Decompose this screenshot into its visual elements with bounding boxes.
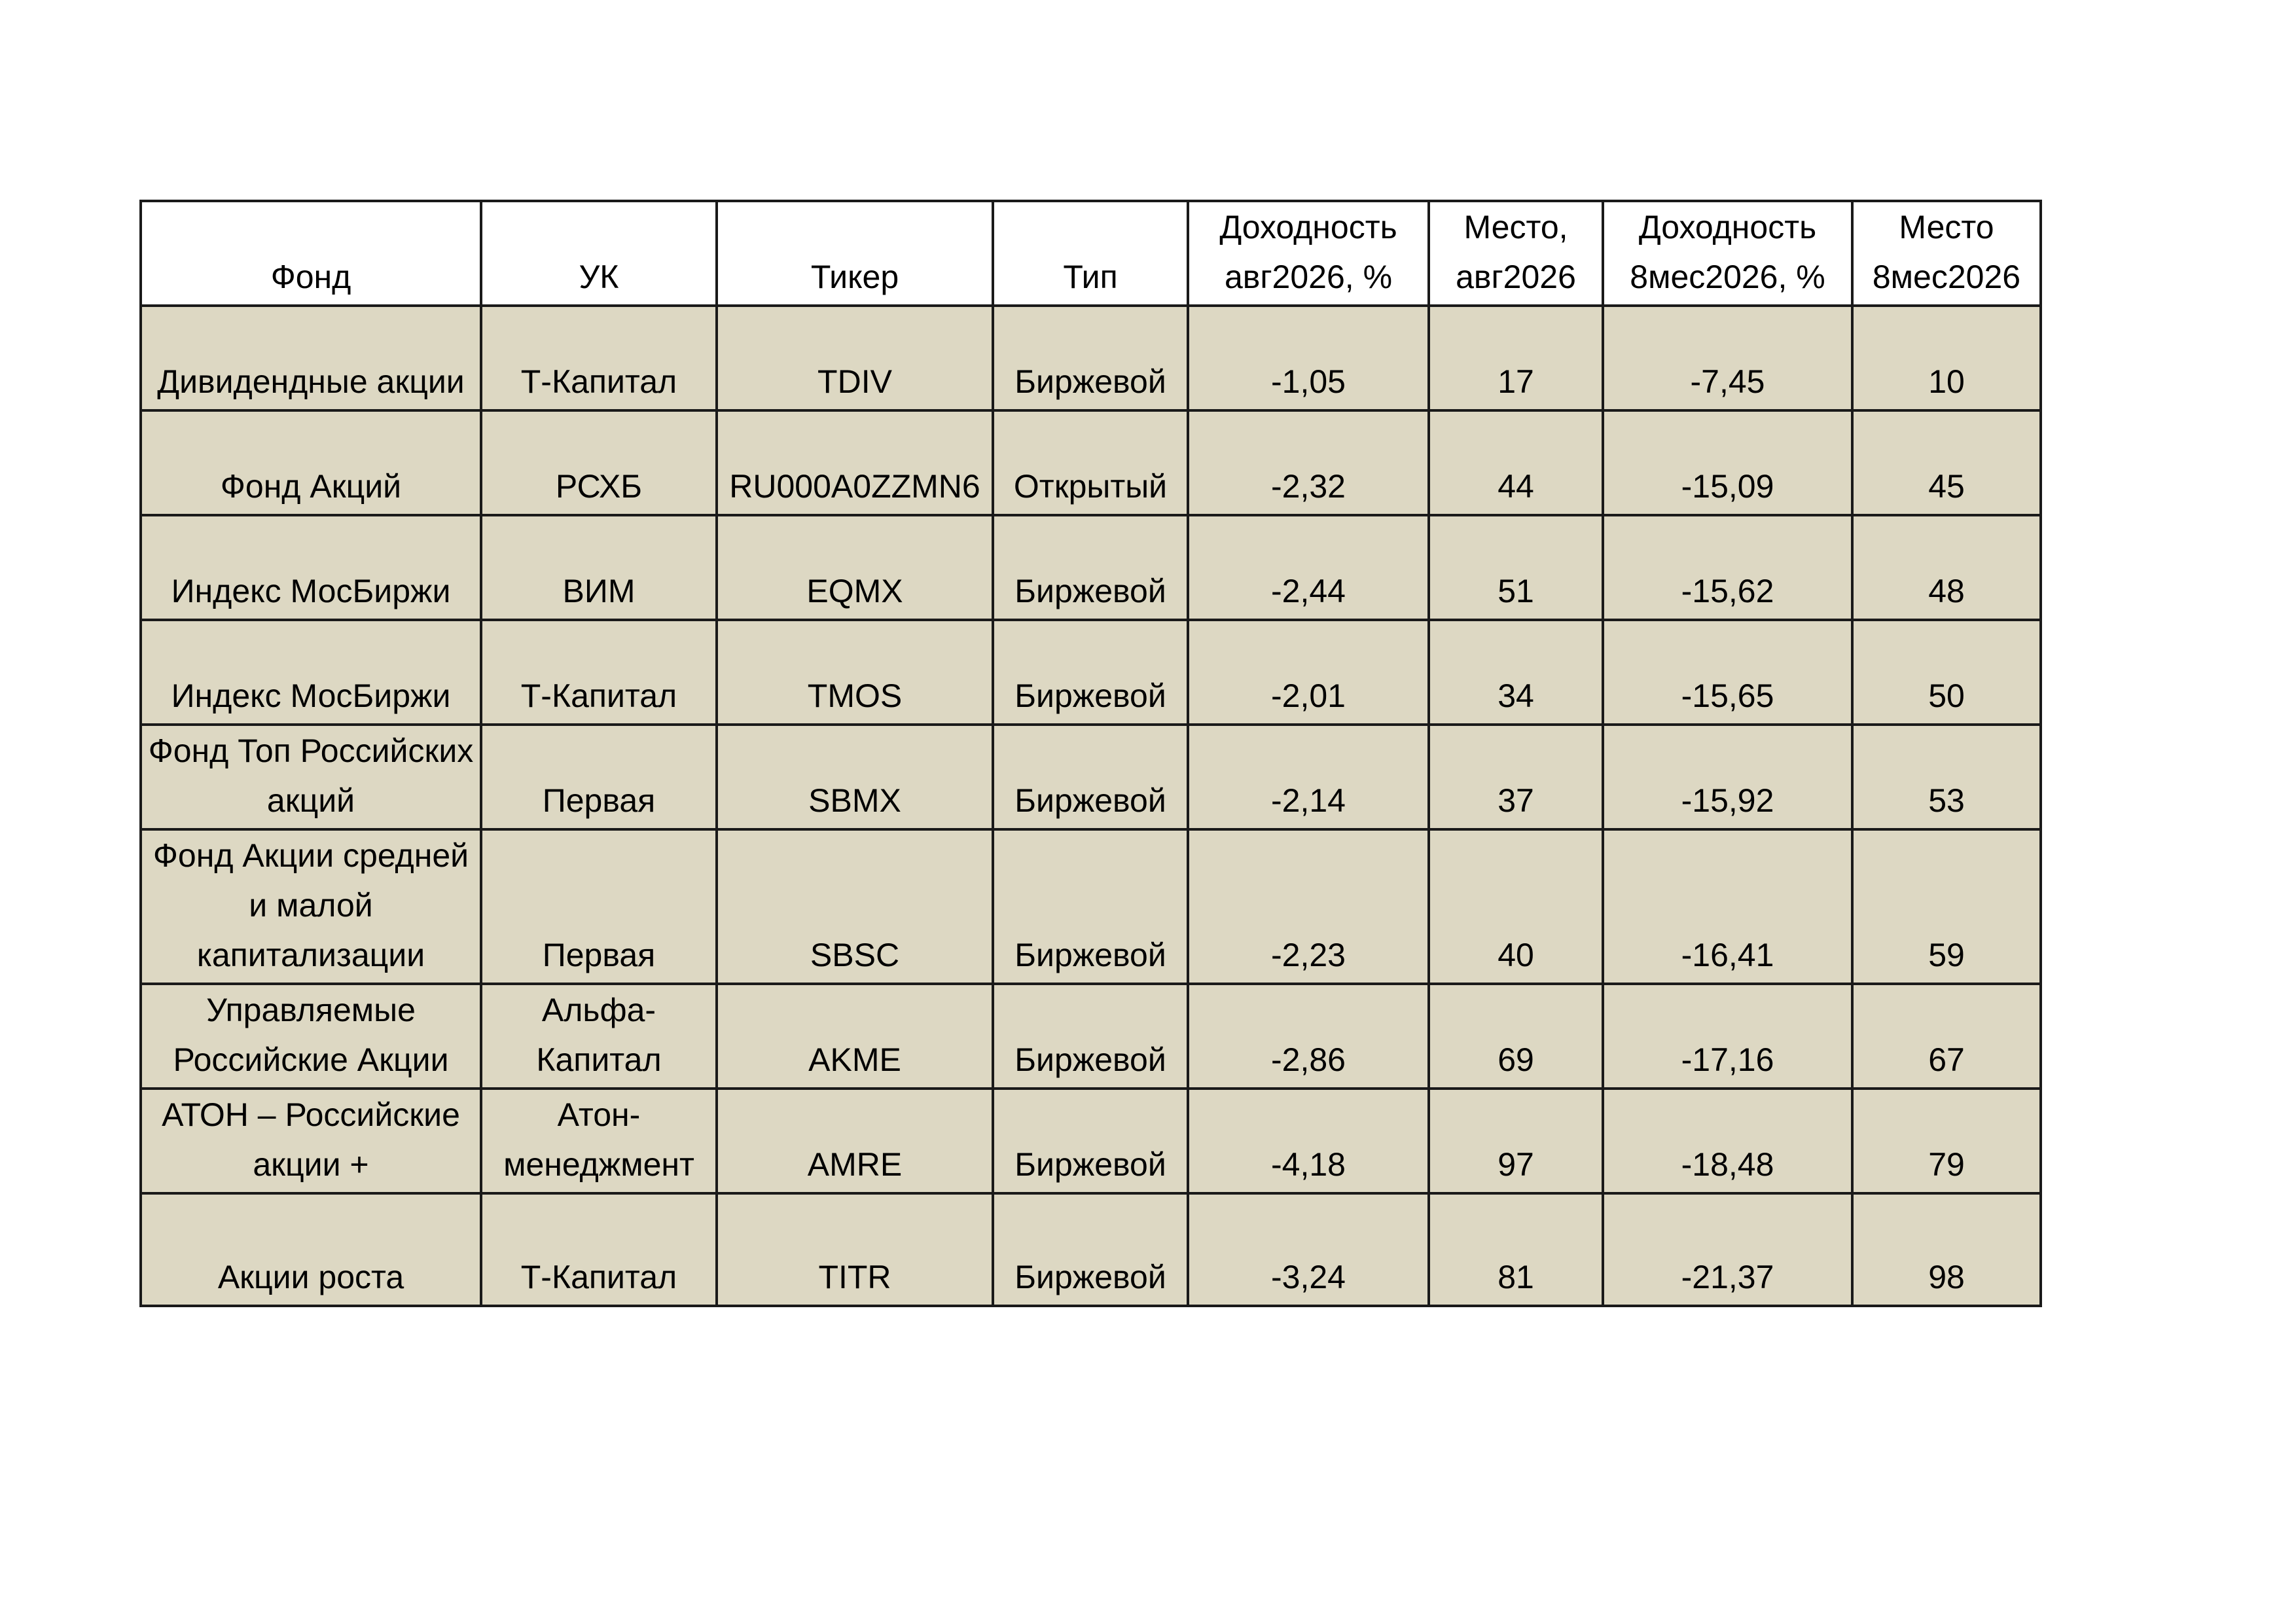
- cell-type: Биржевой: [993, 1089, 1188, 1193]
- cell-rank-aug: 40: [1429, 829, 1603, 984]
- cell-ticker: EQMX: [717, 515, 993, 620]
- cell-fund: Управляемые Российские Акции: [141, 984, 481, 1089]
- cell-return-8m: -15,09: [1603, 410, 1852, 515]
- cell-return-aug: -4,18: [1188, 1089, 1429, 1193]
- table-row: [141, 1193, 2041, 1306]
- cell-fund: Фонд Акции средней и малой капитализации: [141, 829, 481, 984]
- cell-rank-8m: 45: [1852, 410, 2041, 515]
- table-row: [141, 829, 2041, 984]
- cell-return-8m: -17,16: [1603, 984, 1852, 1089]
- cell-type: Биржевой: [993, 829, 1188, 984]
- cell-rank-aug: 69: [1429, 984, 1603, 1089]
- cell-manager: Альфа-Капитал: [481, 984, 717, 1089]
- cell-ticker: SBSC: [717, 829, 993, 984]
- spreadsheet-print-area: [139, 200, 2042, 1307]
- cell-type: Открытый: [993, 410, 1188, 515]
- cell-type: Биржевой: [993, 1193, 1188, 1306]
- cell-fund: Дивидендные акции: [141, 306, 481, 410]
- cell-rank-8m: 67: [1852, 984, 2041, 1089]
- cell-rank-aug: 17: [1429, 306, 1603, 410]
- cell-rank-aug: 34: [1429, 620, 1603, 725]
- cell-return-aug: -1,05: [1188, 306, 1429, 410]
- cell-type: Биржевой: [993, 306, 1188, 410]
- cell-rank-8m: 10: [1852, 306, 2041, 410]
- cell-rank-8m: 79: [1852, 1089, 2041, 1193]
- cell-rank-aug: 81: [1429, 1193, 1603, 1306]
- header-return-aug: Доходность авг2026, %: [1188, 201, 1429, 306]
- cell-rank-aug: 51: [1429, 515, 1603, 620]
- cell-rank-8m: 48: [1852, 515, 2041, 620]
- cell-fund: АТОН – Российские акции +: [141, 1089, 481, 1193]
- cell-return-8m: -15,92: [1603, 725, 1852, 829]
- cell-manager: Т-Капитал: [481, 1193, 717, 1306]
- cell-return-8m: -16,41: [1603, 829, 1852, 984]
- cell-fund: Фонд Акций: [141, 410, 481, 515]
- cell-manager: Первая: [481, 829, 717, 984]
- cell-fund: Фонд Топ Российских акций: [141, 725, 481, 829]
- cell-return-8m: -7,45: [1603, 306, 1852, 410]
- cell-ticker: TDIV: [717, 306, 993, 410]
- cell-type: Биржевой: [993, 620, 1188, 725]
- cell-manager: Атон-менеджмент: [481, 1089, 717, 1193]
- cell-return-aug: -2,23: [1188, 829, 1429, 984]
- table-row: [141, 620, 2041, 725]
- cell-type: Биржевой: [993, 515, 1188, 620]
- header-rank-aug: Место, авг2026: [1429, 201, 1603, 306]
- cell-return-aug: -3,24: [1188, 1193, 1429, 1306]
- cell-manager: Т-Капитал: [481, 620, 717, 725]
- table-row: [141, 306, 2041, 410]
- cell-rank-aug: 37: [1429, 725, 1603, 829]
- cell-return-8m: -15,65: [1603, 620, 1852, 725]
- header-ticker: Тикер: [717, 201, 993, 306]
- cell-fund: Акции роста: [141, 1193, 481, 1306]
- header-manager: УК: [481, 201, 717, 306]
- cell-return-aug: -2,86: [1188, 984, 1429, 1089]
- table-row: [141, 984, 2041, 1089]
- cell-manager: Первая: [481, 725, 717, 829]
- cell-rank-aug: 97: [1429, 1089, 1603, 1193]
- cell-manager: ВИМ: [481, 515, 717, 620]
- cell-manager: РСХБ: [481, 410, 717, 515]
- cell-fund: Индекс МосБиржи: [141, 620, 481, 725]
- cell-return-aug: -2,14: [1188, 725, 1429, 829]
- cell-return-aug: -2,44: [1188, 515, 1429, 620]
- cell-rank-aug: 44: [1429, 410, 1603, 515]
- cell-return-aug: -2,32: [1188, 410, 1429, 515]
- header-type: Тип: [993, 201, 1188, 306]
- cell-rank-8m: 50: [1852, 620, 2041, 725]
- cell-ticker: TMOS: [717, 620, 993, 725]
- cell-fund: Индекс МосБиржи: [141, 515, 481, 620]
- cell-ticker: RU000A0ZZMN6: [717, 410, 993, 515]
- header-row: [141, 201, 2041, 306]
- cell-return-aug: -2,01: [1188, 620, 1429, 725]
- table-row: [141, 1089, 2041, 1193]
- cell-ticker: TITR: [717, 1193, 993, 1306]
- table-row: [141, 515, 2041, 620]
- header-rank-8m: Место 8мес2026: [1852, 201, 2041, 306]
- header-fund: Фонд: [141, 201, 481, 306]
- cell-ticker: AMRE: [717, 1089, 993, 1193]
- cell-return-8m: -18,48: [1603, 1089, 1852, 1193]
- table-row: [141, 725, 2041, 829]
- cell-manager: Т-Капитал: [481, 306, 717, 410]
- cell-type: Биржевой: [993, 725, 1188, 829]
- cell-return-8m: -21,37: [1603, 1193, 1852, 1306]
- cell-ticker: AKME: [717, 984, 993, 1089]
- cell-return-8m: -15,62: [1603, 515, 1852, 620]
- cell-rank-8m: 98: [1852, 1193, 2041, 1306]
- cell-ticker: SBMX: [717, 725, 993, 829]
- header-return-8m: Доходность 8мес2026, %: [1603, 201, 1852, 306]
- funds-table: [139, 200, 2042, 1307]
- cell-rank-8m: 59: [1852, 829, 2041, 984]
- cell-rank-8m: 53: [1852, 725, 2041, 829]
- cell-type: Биржевой: [993, 984, 1188, 1089]
- table-row: [141, 410, 2041, 515]
